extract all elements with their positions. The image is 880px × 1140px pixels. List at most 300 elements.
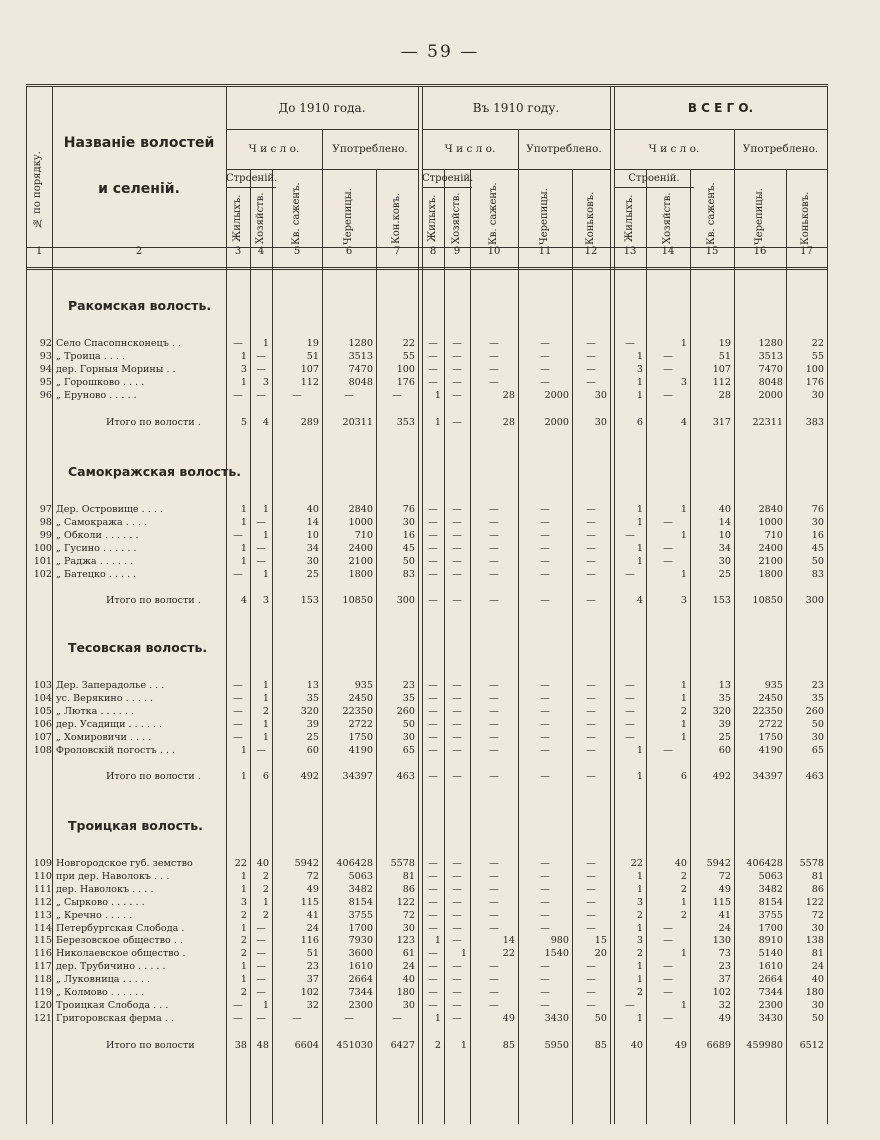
row-number: 106	[33, 718, 52, 730]
value-cell: 1000	[758, 516, 783, 528]
value-cell: —	[256, 555, 266, 567]
value-cell: 22	[234, 858, 247, 869]
page-number: — 59 —	[400, 42, 480, 62]
value-cell: —	[452, 771, 462, 783]
value-cell: —	[428, 858, 438, 869]
value-cell: 2300	[348, 999, 373, 1011]
value-cell: 2664	[758, 974, 783, 986]
value-cell: 1	[460, 948, 467, 960]
value-cell: 107	[712, 363, 731, 375]
table-row	[26, 569, 828, 581]
value-cell: 3	[680, 595, 687, 607]
value-cell: 22350	[752, 705, 783, 717]
value-cell: 39	[718, 718, 731, 730]
table-row	[26, 504, 828, 516]
value-cell: —	[663, 961, 673, 973]
settlement-name: „ Троица . . . .	[56, 350, 126, 362]
value-cell: 1	[240, 744, 247, 756]
table-row	[26, 974, 828, 986]
value-cell: 34	[718, 542, 731, 554]
value-cell: 30	[811, 922, 824, 934]
column-number: 6	[345, 246, 353, 257]
value-cell: 1700	[758, 922, 783, 934]
value-cell: 24	[718, 922, 731, 934]
table-row	[26, 338, 828, 350]
value-cell: 1	[636, 555, 643, 567]
value-cell: 710	[354, 529, 373, 541]
value-cell: 2400	[348, 542, 373, 554]
row-number: 109	[33, 858, 52, 869]
value-cell: —	[452, 376, 462, 388]
value-cell: 123	[396, 935, 415, 947]
value-cell: 1	[680, 731, 687, 743]
header-rownum: № по порядку.	[32, 151, 43, 229]
value-cell: —	[540, 858, 550, 869]
value-cell: 2	[636, 987, 643, 998]
value-cell: —	[233, 680, 243, 691]
value-cell: 3513	[758, 350, 783, 362]
value-cell: 7344	[348, 987, 373, 998]
value-cell: —	[540, 922, 550, 934]
value-cell: 20	[594, 948, 607, 960]
value-cell: 15	[594, 935, 607, 947]
value-cell: 1	[262, 338, 269, 349]
row-number: 116	[33, 948, 52, 960]
value-cell: —	[625, 338, 635, 349]
value-cell: —	[540, 744, 550, 756]
value-cell: —	[586, 909, 596, 921]
value-cell: —	[428, 516, 438, 528]
value-cell: —	[428, 771, 438, 783]
table-row	[26, 935, 828, 947]
value-cell: 1	[262, 568, 269, 580]
value-cell: 34	[306, 542, 319, 554]
value-cell: —	[663, 389, 673, 401]
value-cell: 48	[256, 1039, 269, 1051]
value-cell: —	[452, 883, 462, 895]
value-cell: 1540	[544, 948, 569, 960]
value-cell: —	[586, 516, 596, 528]
value-cell: —	[452, 568, 462, 580]
value-cell: 13	[718, 680, 731, 691]
value-cell: —	[428, 363, 438, 375]
value-cell: —	[586, 705, 596, 717]
value-cell: —	[452, 1012, 462, 1024]
value-cell: 5063	[758, 870, 783, 882]
value-cell: 65	[811, 744, 824, 756]
value-cell: 32	[306, 999, 319, 1011]
value-cell: —	[428, 504, 438, 515]
value-cell: 2722	[348, 718, 373, 730]
value-cell: 1	[262, 896, 269, 908]
value-cell: 2450	[758, 692, 783, 704]
value-cell: 383	[805, 416, 824, 428]
value-cell: —	[452, 504, 462, 515]
value-cell: 130	[712, 935, 731, 947]
row-number: 113	[33, 909, 52, 921]
value-cell: —	[233, 692, 243, 704]
value-cell: —	[452, 389, 462, 401]
value-cell: 3482	[348, 883, 373, 895]
value-cell: —	[256, 516, 266, 528]
table-row	[26, 719, 828, 731]
row-number: 104	[33, 692, 52, 704]
settlement-name: „ Хомировичи . . . .	[56, 731, 152, 743]
value-cell: 2100	[348, 555, 373, 567]
value-cell: 37	[306, 974, 319, 986]
value-cell: 50	[594, 1012, 607, 1024]
value-cell: 3430	[758, 1012, 783, 1024]
value-cell: 5140	[758, 948, 783, 960]
value-cell: —	[256, 389, 266, 401]
value-cell: 4	[636, 595, 643, 607]
value-cell: 72	[811, 909, 824, 921]
value-cell: —	[540, 350, 550, 362]
value-cell: 38	[234, 1039, 247, 1051]
settlement-name: „ Самокража . . . .	[56, 516, 148, 528]
value-cell: —	[586, 744, 596, 756]
settlement-name: „ Колмово . . . . . .	[56, 987, 145, 998]
value-cell: 2	[262, 870, 269, 882]
value-cell: 112	[300, 376, 319, 388]
value-cell: —	[233, 338, 243, 349]
value-cell: —	[452, 870, 462, 882]
settlement-name: Григоровская ферма . .	[56, 1012, 174, 1024]
column-number: 15	[705, 246, 719, 257]
table-row	[26, 530, 828, 542]
value-cell: 72	[402, 909, 415, 921]
value-cell: —	[663, 363, 673, 375]
value-cell: 2	[240, 909, 247, 921]
value-cell: —	[489, 771, 499, 783]
header-sq-3: Кв. саженъ.	[706, 182, 717, 245]
value-cell: 5	[240, 416, 247, 428]
value-cell: 1750	[758, 731, 783, 743]
value-cell: 40	[811, 974, 824, 986]
header-buildings-1: Строеній.	[226, 173, 278, 184]
value-cell: 28	[502, 389, 515, 401]
row-number: 118	[33, 974, 52, 986]
value-cell: —	[625, 680, 635, 691]
value-cell: —	[233, 389, 243, 401]
value-cell: 1	[636, 350, 643, 362]
value-cell: 1	[680, 948, 687, 960]
value-cell: —	[428, 376, 438, 388]
value-cell: 2	[240, 987, 247, 998]
value-cell: 49	[306, 883, 319, 895]
value-cell: —	[540, 771, 550, 783]
value-cell: 50	[811, 1012, 824, 1024]
value-cell: 3755	[758, 909, 783, 921]
value-cell: —	[586, 542, 596, 554]
value-cell: 45	[402, 542, 415, 554]
value-cell: 1	[680, 504, 687, 515]
column-number: 9	[453, 246, 461, 257]
value-cell: 3482	[758, 883, 783, 895]
value-cell: —	[489, 504, 499, 515]
value-cell: 7470	[758, 363, 783, 375]
value-cell: 115	[712, 896, 731, 908]
value-cell: 23	[306, 961, 319, 973]
value-cell: 1	[262, 731, 269, 743]
value-cell: 22	[630, 858, 643, 869]
header-group-total: В С Е Г О.	[687, 101, 754, 115]
value-cell: —	[540, 883, 550, 895]
value-cell: 40	[674, 858, 687, 869]
value-cell: 6512	[799, 1039, 824, 1051]
value-cell: —	[540, 692, 550, 704]
value-cell: 8154	[348, 896, 373, 908]
value-cell: 1	[262, 718, 269, 730]
value-cell: 49	[718, 883, 731, 895]
value-cell: 10	[718, 529, 731, 541]
value-cell: 5063	[348, 870, 373, 882]
row-number: 110	[33, 870, 52, 882]
value-cell: 86	[402, 883, 415, 895]
value-cell: —	[428, 896, 438, 908]
value-cell: —	[489, 909, 499, 921]
value-cell: 2664	[348, 974, 373, 986]
settlement-name: дер. Трубичино . . . . .	[56, 961, 166, 973]
value-cell: —	[452, 935, 462, 947]
table-row	[26, 948, 828, 960]
value-cell: 40	[256, 858, 269, 869]
value-cell: —	[540, 504, 550, 515]
value-cell: 1750	[348, 731, 373, 743]
value-cell: —	[625, 705, 635, 717]
value-cell: —	[428, 961, 438, 973]
value-cell: 260	[805, 705, 824, 717]
value-cell: —	[256, 935, 266, 947]
value-cell: —	[540, 568, 550, 580]
value-cell: 1	[434, 416, 441, 428]
settlement-name: Дер. Островище . . . .	[56, 504, 163, 515]
column-number: 10	[487, 246, 501, 257]
header-residential-2: Жилыхъ.	[427, 194, 438, 242]
value-cell: 1	[636, 974, 643, 986]
value-cell: 86	[811, 883, 824, 895]
table-row	[26, 556, 828, 568]
value-cell: —	[452, 858, 462, 869]
value-cell: 39	[306, 718, 319, 730]
value-cell: —	[540, 961, 550, 973]
value-cell: —	[586, 987, 596, 998]
value-cell: 1800	[348, 568, 373, 580]
value-cell: 49	[718, 1012, 731, 1024]
section-title: Самокражская волость.	[68, 464, 241, 479]
row-number: 94	[39, 363, 52, 375]
value-cell: —	[540, 987, 550, 998]
value-cell: —	[663, 922, 673, 934]
value-cell: 13	[306, 680, 319, 691]
value-cell: 153	[300, 595, 319, 607]
settlement-name: Петербургская Слобода .	[56, 922, 185, 934]
value-cell: 50	[811, 555, 824, 567]
value-cell: 4	[240, 595, 247, 607]
value-cell: 8048	[758, 376, 783, 388]
value-cell: 51	[718, 350, 731, 362]
value-cell: 1	[240, 961, 247, 973]
value-cell: —	[489, 516, 499, 528]
row-number: 107	[33, 731, 52, 743]
value-cell: 1	[636, 961, 643, 973]
value-cell: —	[586, 896, 596, 908]
value-cell: —	[489, 744, 499, 756]
value-cell: 1610	[758, 961, 783, 973]
value-cell: —	[489, 922, 499, 934]
value-cell: —	[489, 350, 499, 362]
value-cell: —	[540, 555, 550, 567]
value-cell: 4	[680, 416, 687, 428]
value-cell: —	[489, 363, 499, 375]
value-cell: 2	[680, 883, 687, 895]
row-number: 97	[39, 504, 52, 515]
value-cell: —	[452, 542, 462, 554]
value-cell: —	[292, 1012, 302, 1024]
row-number: 102	[33, 568, 52, 580]
value-cell: —	[489, 974, 499, 986]
value-cell: 1	[680, 680, 687, 691]
value-cell: —	[586, 568, 596, 580]
value-cell: —	[586, 350, 596, 362]
value-cell: 50	[402, 555, 415, 567]
value-cell: —	[586, 883, 596, 895]
value-cell: —	[428, 705, 438, 717]
table-row	[26, 377, 828, 389]
value-cell: —	[452, 595, 462, 607]
table-row	[26, 987, 828, 999]
value-cell: —	[663, 935, 673, 947]
value-cell: 116	[300, 935, 319, 947]
value-cell: —	[489, 338, 499, 349]
value-cell: 3	[240, 896, 247, 908]
value-cell: 30	[811, 389, 824, 401]
value-cell: —	[586, 718, 596, 730]
table-row	[26, 351, 828, 363]
value-cell: —	[452, 974, 462, 986]
header-group-in: Въ 1910 году.	[472, 101, 560, 115]
value-cell: 1	[636, 516, 643, 528]
value-cell: 980	[550, 935, 569, 947]
settlement-name: „ Обколи . . . . . .	[56, 529, 139, 541]
total-label: Итого по волости .	[106, 416, 201, 428]
value-cell: 1800	[758, 568, 783, 580]
row-number: 119	[33, 987, 52, 998]
value-cell: —	[586, 504, 596, 515]
value-cell: 1	[262, 680, 269, 691]
value-cell: 3	[680, 376, 687, 388]
value-cell: 2	[262, 909, 269, 921]
value-cell: 8910	[758, 935, 783, 947]
settlement-name: Березовское общество . .	[56, 935, 184, 947]
value-cell: 35	[718, 692, 731, 704]
value-cell: 16	[402, 529, 415, 541]
value-cell: 3	[636, 896, 643, 908]
settlement-name: Фроловскій погостъ . . .	[56, 744, 176, 756]
value-cell: —	[428, 987, 438, 998]
value-cell: 6	[680, 771, 687, 783]
value-cell: 40	[402, 974, 415, 986]
value-cell: 1	[680, 529, 687, 541]
value-cell: —	[586, 961, 596, 973]
total-label: Итого по волости .	[106, 595, 201, 607]
column-number: 1	[35, 246, 43, 257]
value-cell: —	[428, 948, 438, 960]
value-cell: 5942	[294, 858, 319, 869]
value-cell: 2	[434, 1039, 441, 1051]
value-cell: 30	[402, 922, 415, 934]
value-cell: —	[452, 338, 462, 349]
header-tiles-3: Черепицы.	[754, 188, 765, 245]
value-cell: 1	[636, 870, 643, 882]
value-cell: 30	[402, 516, 415, 528]
value-cell: —	[625, 529, 635, 541]
value-cell: —	[540, 376, 550, 388]
value-cell: —	[489, 999, 499, 1011]
value-cell: 30	[811, 516, 824, 528]
row-number: 115	[33, 935, 52, 947]
value-cell: 23	[718, 961, 731, 973]
table-row	[26, 390, 828, 402]
value-cell: 34397	[342, 771, 373, 783]
value-cell: 107	[300, 363, 319, 375]
value-cell: —	[540, 999, 550, 1011]
value-cell: —	[586, 858, 596, 869]
value-cell: —	[489, 705, 499, 717]
value-cell: 1	[636, 1012, 643, 1024]
value-cell: 3	[636, 363, 643, 375]
value-cell: 32	[718, 999, 731, 1011]
value-cell: 19	[718, 338, 731, 349]
column-number: 12	[584, 246, 598, 257]
value-cell: —	[452, 731, 462, 743]
row-number: 100	[33, 542, 52, 554]
value-cell: 1	[434, 935, 441, 947]
value-cell: 176	[805, 376, 824, 388]
value-cell: —	[452, 680, 462, 691]
value-cell: 2	[240, 935, 247, 947]
value-cell: 40	[630, 1039, 643, 1051]
column-number: 14	[661, 246, 675, 257]
value-cell: 1	[240, 350, 247, 362]
value-cell: —	[586, 771, 596, 783]
value-cell: 1	[680, 338, 687, 349]
value-cell: —	[452, 529, 462, 541]
value-cell: —	[540, 705, 550, 717]
value-cell: 300	[805, 595, 824, 607]
value-cell: 1	[636, 504, 643, 515]
value-cell: 3513	[348, 350, 373, 362]
value-cell: 41	[718, 909, 731, 921]
value-cell: 8154	[758, 896, 783, 908]
value-cell: —	[663, 516, 673, 528]
column-number: 4	[257, 246, 265, 257]
value-cell: 1	[434, 389, 441, 401]
value-cell: —	[540, 718, 550, 730]
value-cell: —	[540, 338, 550, 349]
value-cell: 35	[306, 692, 319, 704]
value-cell: 180	[396, 987, 415, 998]
value-cell: 41	[306, 909, 319, 921]
settlement-name: Село Спасопнсконецъ . .	[56, 338, 182, 349]
section-title: Троицкая волость.	[68, 818, 203, 833]
value-cell: 3	[240, 363, 247, 375]
value-cell: —	[233, 1012, 243, 1024]
value-cell: 85	[594, 1039, 607, 1051]
header-farm-3: Хозяйств.	[662, 192, 673, 244]
value-cell: 2450	[348, 692, 373, 704]
section-title: Ракомская волость.	[68, 298, 212, 313]
